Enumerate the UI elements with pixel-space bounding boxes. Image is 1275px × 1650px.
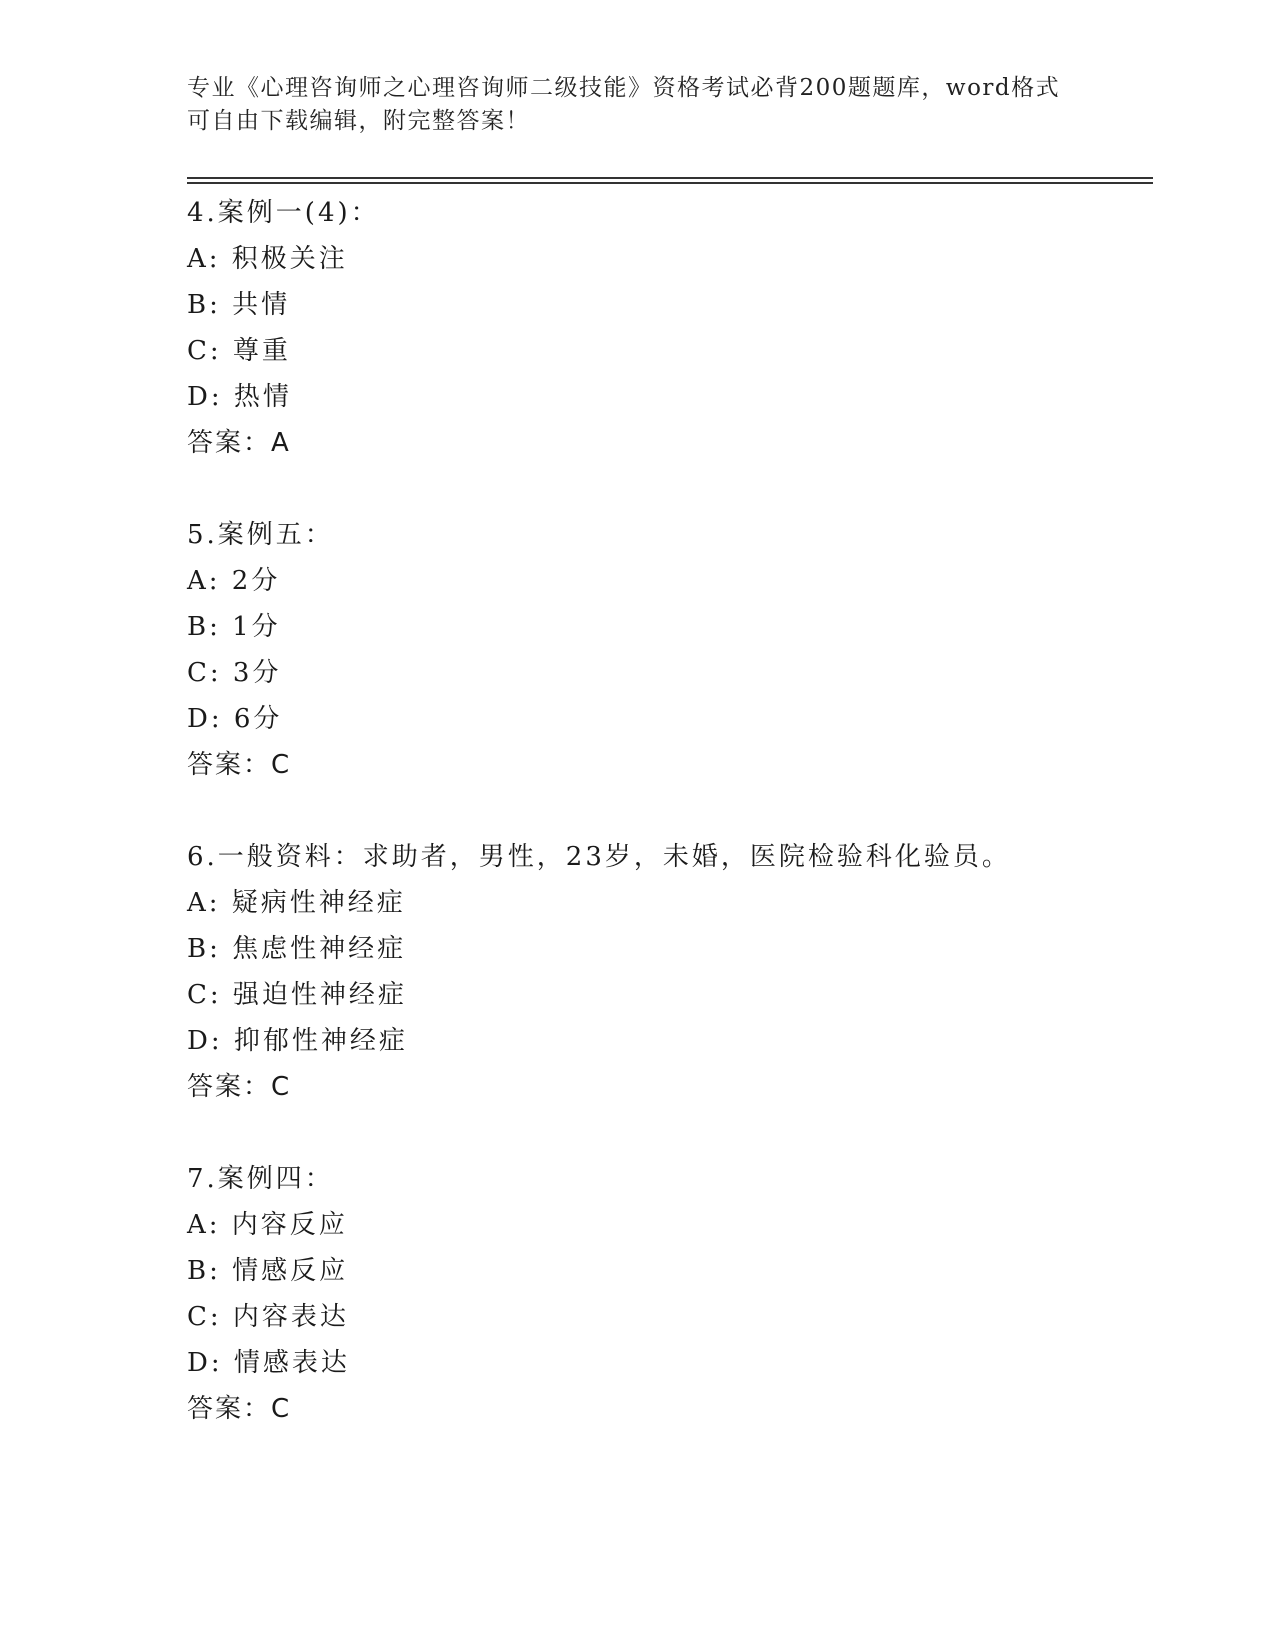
question-5 [187, 512, 1147, 788]
option-b: B: 焦虑性神经症 [187, 934, 407, 964]
question-4 [187, 190, 1147, 466]
header-title-line-2: 可自由下载编辑，附完整答案！ [187, 108, 530, 134]
question-stem: 6.一般资料：求助者，男性，23岁，未婚，医院检验科化验员。 [187, 842, 1011, 872]
option-c: C: 3分 [187, 658, 282, 688]
question-list [187, 190, 1147, 1478]
header-title-line-1: 专业《心理咨询师之心理咨询师二级技能》资格考试必背200题题库，word格式 [187, 75, 1061, 101]
answer: 答案：C [187, 1072, 292, 1102]
option-d: D: 抑郁性神经症 [187, 1026, 408, 1056]
answer: 答案：C [187, 1394, 292, 1424]
option-c: C: 尊重 [187, 336, 291, 366]
header-divider-bottom [187, 182, 1153, 184]
option-a: A: 2分 [187, 566, 281, 596]
option-b: B: 共情 [187, 290, 291, 320]
option-b: B: 1分 [187, 612, 281, 642]
question-6 [187, 834, 1147, 1110]
answer: 答案：C [187, 750, 292, 780]
question-7 [187, 1156, 1147, 1432]
question-stem: 5.案例五： [187, 520, 334, 550]
option-a: A: 疑病性神经症 [187, 888, 406, 918]
header-divider-top [187, 177, 1153, 179]
answer: 答案：A [187, 428, 291, 458]
option-d: D: 热情 [187, 382, 292, 412]
option-a: A: 积极关注 [187, 244, 348, 274]
option-b: B: 情感反应 [187, 1256, 349, 1286]
option-d: D: 情感表达 [187, 1348, 350, 1378]
option-a: A: 内容反应 [187, 1210, 348, 1240]
question-stem: 4.案例一(4)： [187, 198, 380, 228]
document-header [187, 72, 1087, 138]
option-d: D: 6分 [187, 704, 283, 734]
option-c: C: 内容表达 [187, 1302, 349, 1332]
question-stem: 7.案例四： [187, 1164, 334, 1194]
option-c: C: 强迫性神经症 [187, 980, 407, 1010]
